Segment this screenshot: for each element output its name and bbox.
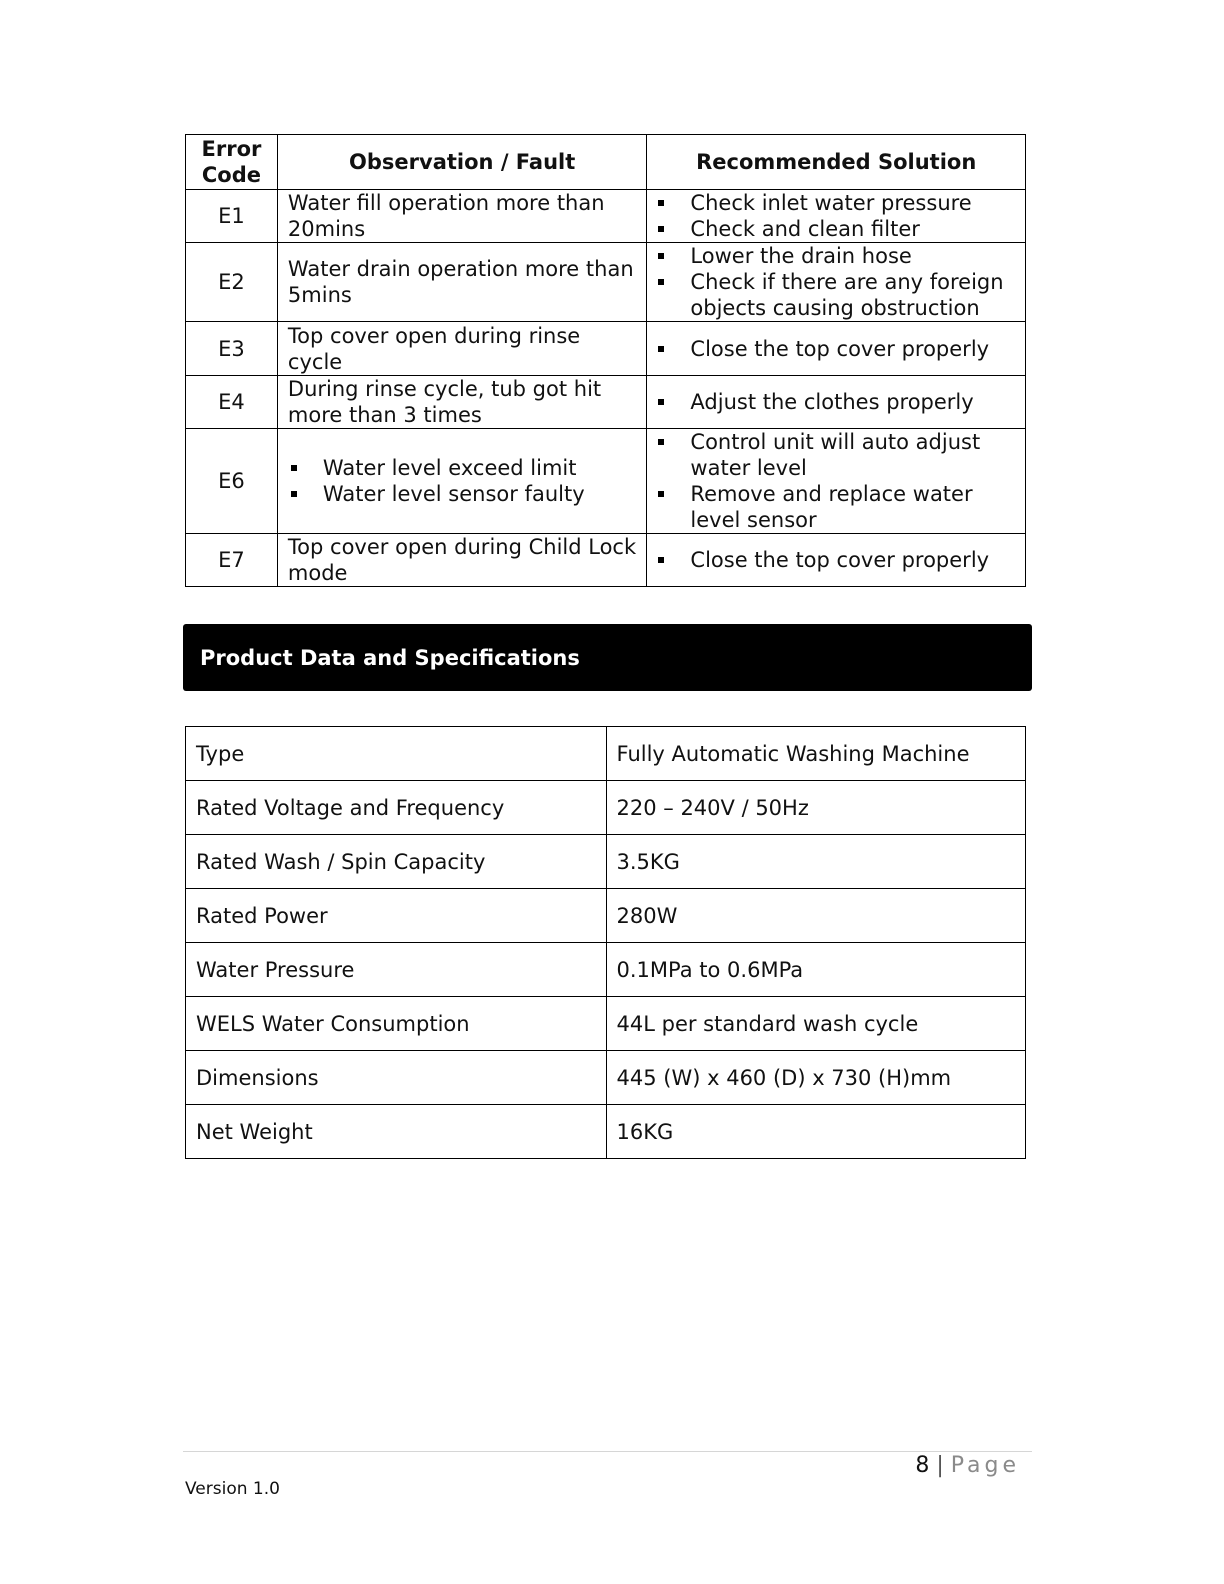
table-row: [186, 322, 1026, 376]
page-label: Page: [950, 1453, 1020, 1478]
table-row: [186, 889, 1026, 943]
error-code-cell: E1: [186, 190, 278, 243]
error-table-header-row: [186, 135, 1026, 190]
table-row: [186, 376, 1026, 429]
header-error-code-line2: Code: [201, 163, 262, 187]
list-item: Water level sensor faulty: [288, 481, 641, 507]
page-number-separator: |: [936, 1453, 944, 1478]
solution-cell: [647, 243, 1026, 322]
observation-cell: [277, 429, 647, 534]
observation-cell: Water fill operation more than 20mins: [277, 190, 647, 243]
solution-list: [655, 389, 1021, 415]
spec-value: 3.5KG: [606, 835, 1025, 889]
solution-list: [655, 429, 1021, 533]
header-error-code: [186, 135, 278, 190]
observation-cell: Top cover open during Child Lock mode: [277, 534, 647, 587]
spec-value: 0.1MPa to 0.6MPa: [606, 943, 1025, 997]
section-title: Product Data and Specifications: [200, 645, 580, 670]
error-code-cell: E2: [186, 243, 278, 322]
page-number-value: 8: [915, 1453, 930, 1478]
table-row: [186, 1051, 1026, 1105]
version-label: Version 1.0: [185, 1479, 280, 1499]
header-observation: Observation / Fault: [277, 135, 647, 190]
table-row: [186, 997, 1026, 1051]
table-row: [186, 835, 1026, 889]
footer-divider: [183, 1451, 1032, 1452]
header-solution: Recommended Solution: [647, 135, 1026, 190]
table-row: [186, 534, 1026, 587]
spec-label: Type: [186, 727, 607, 781]
solution-list: [655, 336, 1021, 362]
list-item: Check inlet water pressure: [655, 190, 1021, 216]
observation-list: [288, 455, 641, 507]
solution-list: [655, 190, 1021, 242]
page-number: [915, 1453, 1020, 1478]
error-code-cell: E4: [186, 376, 278, 429]
error-code-table: [185, 134, 1026, 587]
list-item: Close the top cover properly: [655, 336, 1021, 362]
list-item: Close the top cover properly: [655, 547, 1021, 573]
table-row: [186, 727, 1026, 781]
table-row: [186, 190, 1026, 243]
spec-label: Net Weight: [186, 1105, 607, 1159]
spec-value: 445 (W) x 460 (D) x 730 (H)mm: [606, 1051, 1025, 1105]
spec-table: [185, 726, 1026, 1159]
spec-value: 16KG: [606, 1105, 1025, 1159]
list-item: Remove and replace water level sensor: [655, 481, 1021, 533]
spec-value: 44L per standard wash cycle: [606, 997, 1025, 1051]
solution-cell: [647, 534, 1026, 587]
spec-label: Rated Voltage and Frequency: [186, 781, 607, 835]
solution-list: [655, 547, 1021, 573]
spec-label: Dimensions: [186, 1051, 607, 1105]
list-item: Control unit will auto adjust water level: [655, 429, 1021, 481]
table-row: [186, 1105, 1026, 1159]
solution-list: [655, 243, 1021, 321]
spec-value: Fully Automatic Washing Machine: [606, 727, 1025, 781]
list-item: Check and clean filter: [655, 216, 1021, 242]
list-item: Water level exceed limit: [288, 455, 641, 481]
table-row: [186, 943, 1026, 997]
table-row: [186, 429, 1026, 534]
spec-label: WELS Water Consumption: [186, 997, 607, 1051]
list-item: Adjust the clothes properly: [655, 389, 1021, 415]
section-title-bar: [183, 624, 1032, 691]
error-code-cell: E7: [186, 534, 278, 587]
error-code-cell: E6: [186, 429, 278, 534]
error-code-cell: E3: [186, 322, 278, 376]
solution-cell: [647, 429, 1026, 534]
observation-cell: Water drain operation more than 5mins: [277, 243, 647, 322]
observation-cell: During rinse cycle, tub got hit more than 3 times: [277, 376, 647, 429]
spec-label: Water Pressure: [186, 943, 607, 997]
solution-cell: [647, 190, 1026, 243]
spec-value: 280W: [606, 889, 1025, 943]
header-error-code-line1: Error: [201, 137, 262, 161]
spec-label: Rated Power: [186, 889, 607, 943]
solution-cell: [647, 322, 1026, 376]
observation-cell: Top cover open during rinse cycle: [277, 322, 647, 376]
spec-value: 220 – 240V / 50Hz: [606, 781, 1025, 835]
solution-cell: [647, 376, 1026, 429]
list-item: Check if there are any foreign objects causing obstruction: [655, 269, 1021, 321]
table-row: [186, 781, 1026, 835]
spec-label: Rated Wash / Spin Capacity: [186, 835, 607, 889]
table-row: [186, 243, 1026, 322]
list-item: Lower the drain hose: [655, 243, 1021, 269]
